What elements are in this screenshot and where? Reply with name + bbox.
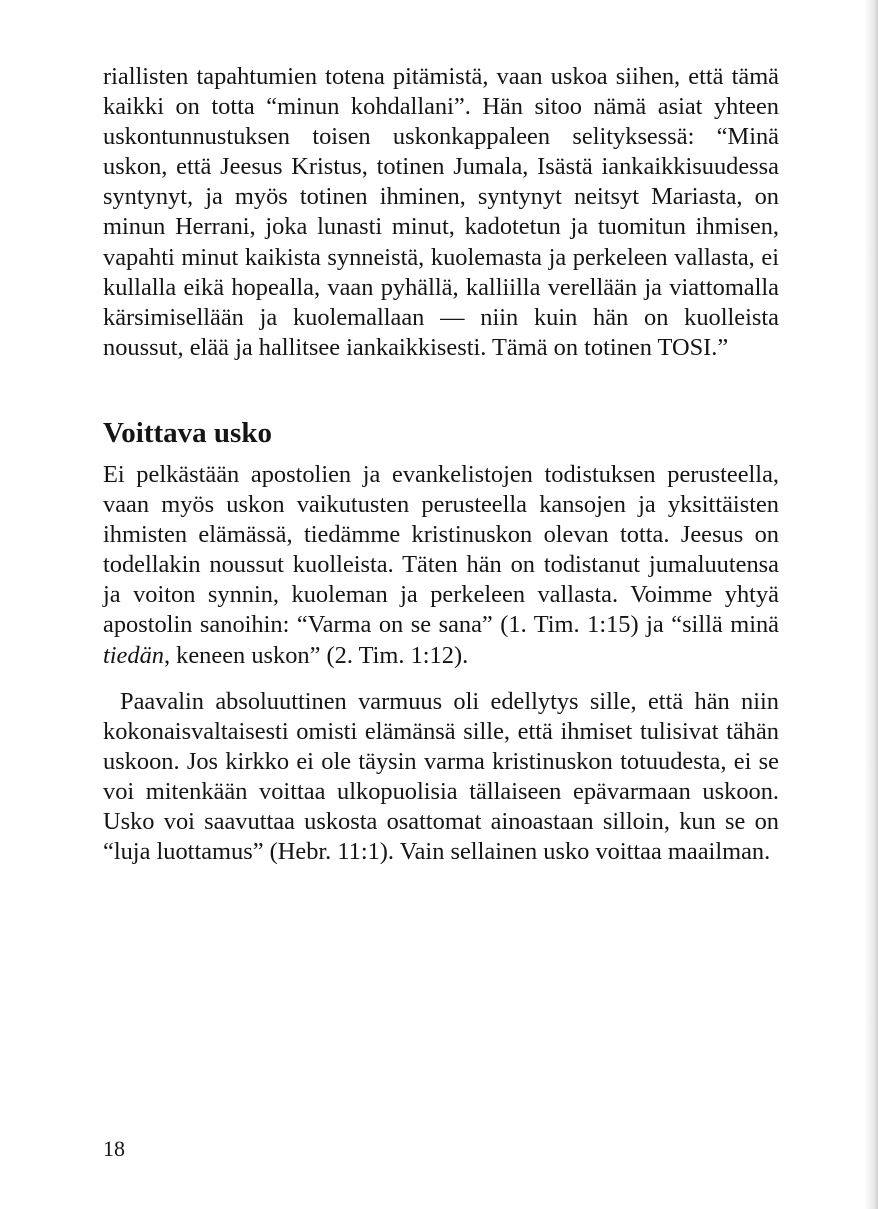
paragraph-2-emphasis: tiedän (103, 641, 164, 669)
page-body (103, 62, 779, 867)
paragraph-2 (103, 460, 779, 671)
page-edge-shadow (864, 0, 878, 1209)
section-heading: Voittava usko (103, 416, 272, 449)
paragraph-3: Paavalin absoluuttinen varmuus oli edellytys sille, että hän niin kokonaisvaltaisesti omisti elämänsä sille, että ihmiset tulisivat tähän uskoon. Jos kirkko ei ole täysin varma kristinuskon totuudesta, ei se voi mitenkään voittaa ulkopuolisia tällaiseen epävarmaan uskoon. Usko voi saavuttaa uskosta osattomat ainoastaan silloin, kun se on “luja luottamus” (Hebr. 11:1). Vain sellainen usko voittaa maailman. (103, 687, 779, 866)
page-number: 18 (103, 1136, 125, 1161)
paragraph-2-text-start: Ei pelkästään apostolien ja evankelistojen todistuksen perusteella, vaan myös uskon vaikutusten perusteella kansojen ja yksittäisten ihmisten elämässä, tiedämme kristinuskon olevan totta. Jeesus on todellakin noussut kuolleista. Täten hän on todistanut jumaluutensa ja voiton synnin, kuoleman ja perkeleen vallasta. Voimme yhtyä apostolin sanoihin: “Varma on se sana” (1. Tim. 1:15) ja “sillä minä (103, 460, 779, 639)
paragraph-1: riallisten tapahtumien totena pitämistä, vaan uskoa siihen, että tämä kaikki on totta “minun kohdallani”. Hän sitoo nämä asiat yhteen uskontunnustuksen toisen uskonkappaleen selityksessä: “Minä uskon, että Jeesus Kristus, totinen Jumala, Isästä iankaikkisuudessa syntynyt, ja myös totinen ihminen, syntynyt neitsyt Mariasta, on minun Herrani, joka lunasti minut, kadotetun ja tuomitun ihmisen, vapahti minut kaikista synneistä, kuolemasta ja perkeleen vallasta, ei kullalla eikä hopealla, vaan pyhällä, kalliilla verellään ja viattomalla kärsimisellään ja kuolemallaan — niin kuin hän on kuolleista noussut, elää ja hallitsee iankaikkisesti. Tämä on totinen TOSI.” (103, 63, 779, 361)
paragraph-2-text-end: , keneen uskon” (2. Tim. 1:12). (163, 641, 469, 669)
